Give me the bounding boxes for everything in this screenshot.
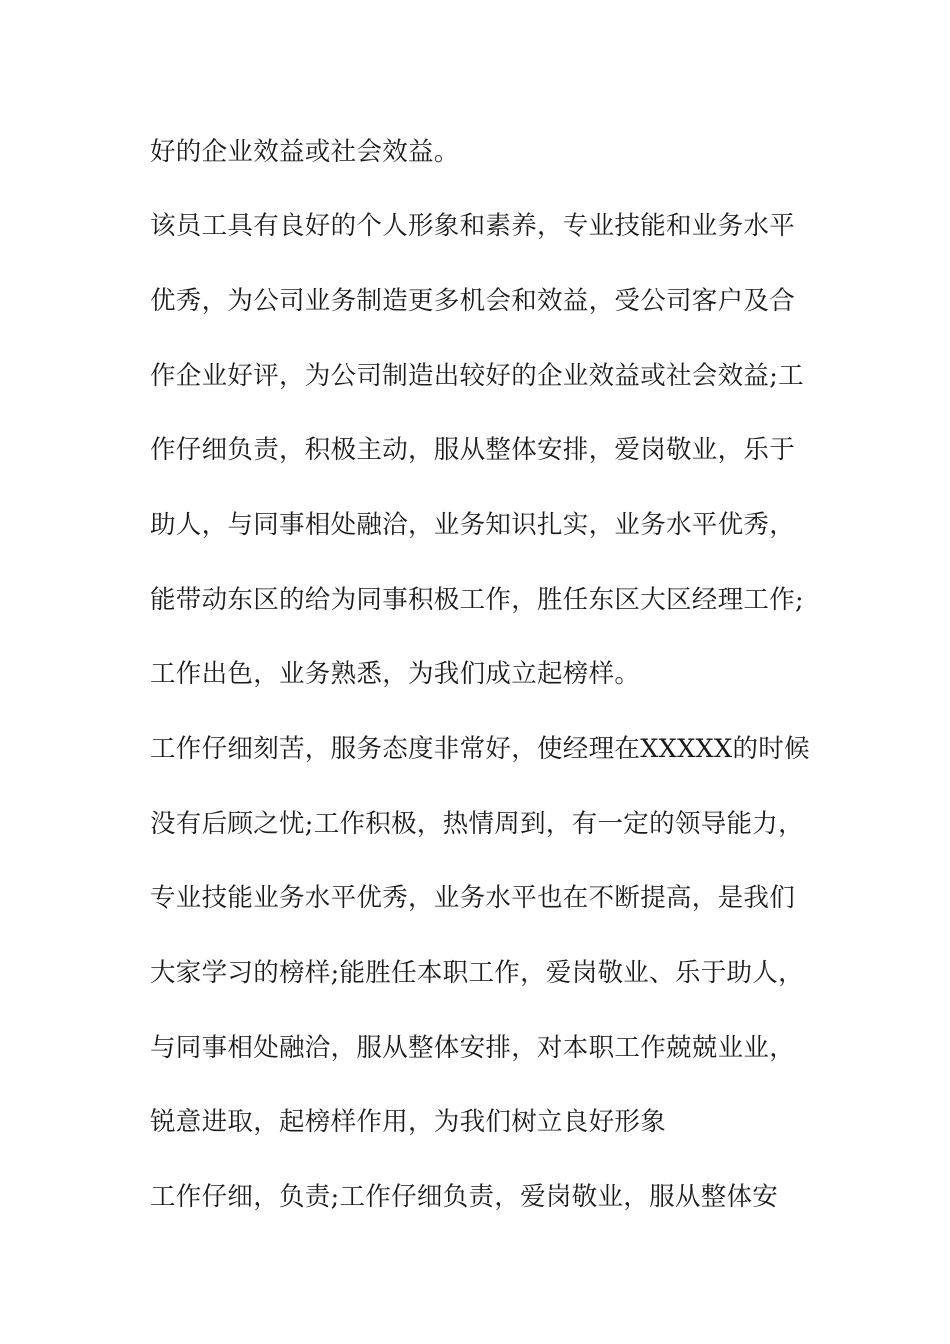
text-line: 优秀，为公司业务制造更多机会和效益，受公司客户及合 bbox=[150, 286, 796, 316]
text-line: 工作出色，业务熟悉，为我们成立起榜样。 bbox=[150, 659, 641, 689]
text-line: 能带动东区的给为同事积极工作，胜任东区大区经理工作; bbox=[150, 585, 804, 615]
text-line: 专业技能业务水平优秀，业务水平也在不断提高，是我们 bbox=[150, 883, 796, 913]
text-line: 大家学习的榜样;能胜任本职工作，爱岗敬业、乐于助人， bbox=[150, 958, 804, 988]
text-line: 该员工具有良好的个人形象和素养，专业技能和业务水平 bbox=[150, 211, 796, 241]
text-line: 好的企业效益或社会效益。 bbox=[150, 137, 460, 167]
text-line: 工作仔细刻苦，服务态度非常好，使经理在XXXXX的时候 bbox=[150, 734, 810, 764]
text-line: 锐意进取，起榜样作用，为我们树立良好形象 bbox=[150, 1107, 667, 1137]
text-line: 助人，与同事相处融洽，业务知识扎实，业务水平优秀， bbox=[150, 510, 796, 540]
text-line: 没有后顾之忧;工作积极，热情周到，有一定的领导能力， bbox=[150, 809, 804, 839]
text-line: 与同事相处融洽，服从整体安排，对本职工作兢兢业业， bbox=[150, 1033, 796, 1063]
text-line: 作企业好评，为公司制造出较好的企业效益或社会效益;工 bbox=[150, 361, 804, 391]
text-line: 工作仔细，负责;工作仔细负责，爱岗敬业，服从整体安 bbox=[150, 1182, 779, 1212]
text-line: 作仔细负责，积极主动，服从整体安排，爱岗敬业，乐于 bbox=[150, 435, 796, 465]
